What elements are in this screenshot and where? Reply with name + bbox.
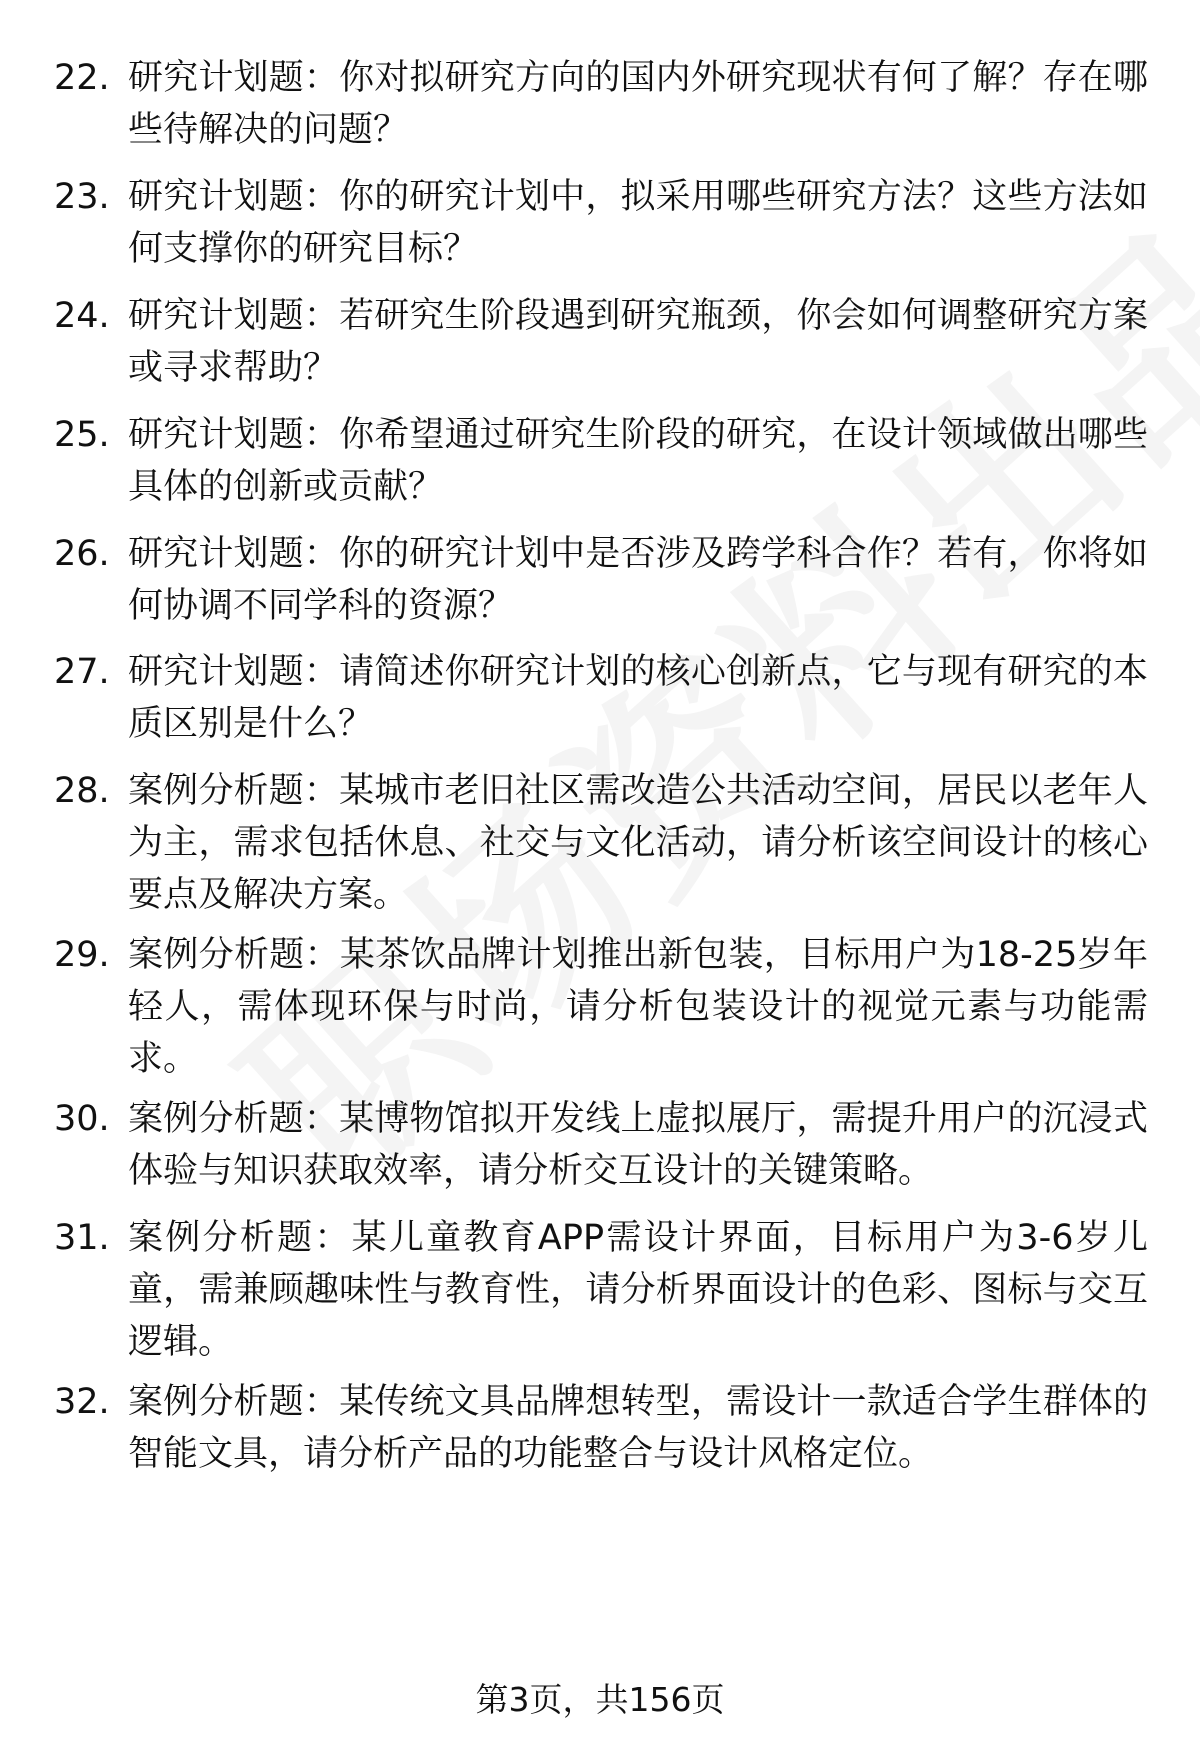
question-number: 28. xyxy=(54,771,110,811)
question-text: 研究计划题：若研究生阶段遇到研究瓶颈，你会如何调整研究方案或寻求帮助？ xyxy=(128,296,1148,388)
question-number: 22. xyxy=(54,58,110,98)
question-text: 案例分析题：某儿童教育APP需设计界面，目标用户为3-6岁儿童，需兼顾趣味性与教育性，请分析界面设计的色彩、图标与交互逻辑。 xyxy=(128,1218,1148,1362)
question-text: 研究计划题：你对拟研究方向的国内外研究现状有何了解？存在哪些待解决的问题？ xyxy=(128,58,1148,150)
question-text: 案例分析题：某传统文具品牌想转型，需设计一款适合学生群体的智能文具，请分析产品的功能整合与设计风格定位。 xyxy=(128,1382,1148,1474)
question-number: 25. xyxy=(54,415,110,455)
question-text: 研究计划题：你的研究计划中，拟采用哪些研究方法？这些方法如何支撑你的研究目标？ xyxy=(128,177,1148,269)
question-number: 29. xyxy=(54,935,110,975)
question-number: 32. xyxy=(54,1382,110,1422)
question-text: 研究计划题：你的研究计划中是否涉及跨学科合作？若有，你将如何协调不同学科的资源？ xyxy=(128,534,1148,626)
question-number: 23. xyxy=(54,177,110,217)
question-text: 案例分析题：某博物馆拟开发线上虚拟展厅，需提升用户的沉浸式体验与知识获取效率，请分析交互设计的关键策略。 xyxy=(128,1099,1148,1191)
question-text: 案例分析题：某茶饮品牌计划推出新包装，目标用户为18-25岁年轻人，需体现环保与时尚，请分析包装设计的视觉元素与功能需求。 xyxy=(128,935,1148,1079)
question-text: 案例分析题：某城市老旧社区需改造公共活动空间，居民以老年人为主，需求包括休息、社交与文化活动，请分析该空间设计的核心要点及解决方案。 xyxy=(128,771,1148,915)
page-number-footer: 第3页，共156页 xyxy=(475,1680,725,1719)
question-text: 研究计划题：你希望通过研究生阶段的研究，在设计领域做出哪些具体的创新或贡献？ xyxy=(128,415,1148,507)
question-number: 24. xyxy=(54,296,110,336)
question-text: 研究计划题：请简述你研究计划的核心创新点，它与现有研究的本质区别是什么？ xyxy=(128,652,1148,744)
question-number: 31. xyxy=(54,1218,110,1258)
question-number: 26. xyxy=(54,534,110,574)
question-number: 27. xyxy=(54,652,110,692)
question-number: 30. xyxy=(54,1099,110,1139)
